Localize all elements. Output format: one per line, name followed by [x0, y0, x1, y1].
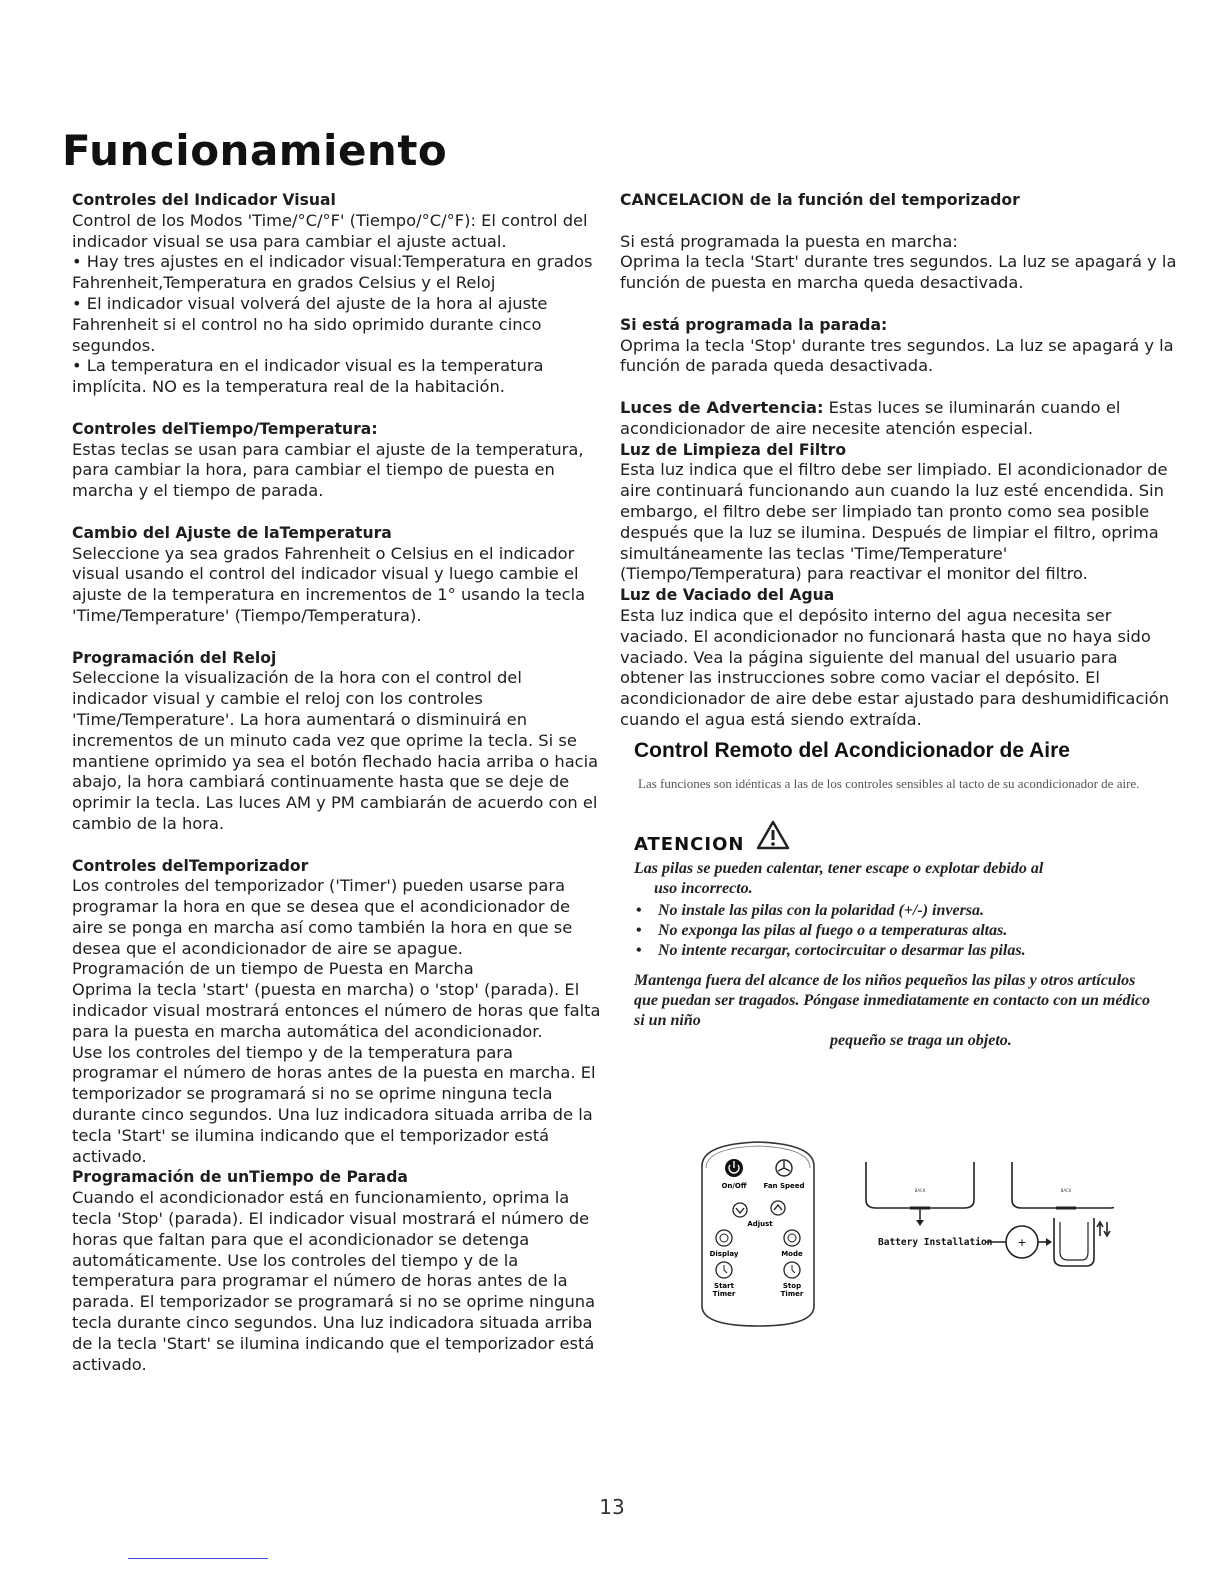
display-icon	[716, 1230, 732, 1246]
remote-figure	[694, 1138, 1114, 1328]
display-label: Display	[709, 1250, 739, 1258]
paragraph: Seleccione la visualización de la hora con el control del indicador visual y cambie el reloj con los controles 'Time/Temperature'. La hora aumentará o disminuirá en incrementos de un minuto cada vez que oprime la tecla. Si se mantiene oprimido ya sea el botón flechado hacia arriba o hacia abajo, la hora cambiará continuamente hasta que se deje de oprimir la tecla. Las luces AM y PM cambiarán de acuerdo con el cambio de la hora.	[72, 668, 599, 833]
paragraph: Control de los Modos 'Time/°C/°F' (Tiempo/°C/°F): El control del indicador visual se usa para cambiar el ajuste actual.	[72, 210, 588, 251]
section-heading: Cambio del Ajuste de laTemperatura	[72, 523, 392, 542]
section-temporizador	[72, 856, 602, 1168]
paragraph: Oprima la tecla 'Start' durante tres segundos. La luz se apagará y la función de puesta en marcha queda desactivada.	[620, 252, 1177, 293]
section-subheading: Si está programada la parada:	[620, 315, 888, 334]
back-label-1: BACK	[914, 1188, 926, 1193]
paragraph: Esta luz indica que el filtro debe ser limpiado. El acondicionador de aire continuará funcionando aun cuando la luz esté encendida. Sin embargo, el filtro debe ser limpiado tan pronto como sea posible después que la luz se ilumina. Después de limpiar el filtro, oprima simultáneamente las teclas 'Time/Temperature' (Tiempo/Temperatura) para reactivar el monitor del filtro.	[620, 460, 1168, 584]
section-luces-advertencia	[620, 398, 1180, 731]
battery-plus-label: +	[1017, 1236, 1027, 1249]
bullet-text: • La temperatura en el indicador visual es la temperatura implícita. NO es la temperatura real de la habitación.	[72, 356, 544, 397]
section-cancelacion	[620, 190, 1180, 377]
section-heading: CANCELACION de la función del temporizador	[620, 191, 1020, 209]
remote-back-outline-1	[866, 1162, 974, 1208]
inline-heading: Luces de Advertencia:	[620, 397, 824, 417]
warning-list	[634, 901, 1154, 961]
paragraph: Programación de un tiempo de Puesta en Marcha	[72, 959, 474, 979]
atencion-warning	[634, 859, 1154, 1051]
section-indicador-visual	[72, 190, 602, 398]
page-number: 13	[599, 1495, 625, 1519]
warning-item: • No instale las pilas con la polaridad (+/-) inversa.	[634, 901, 1154, 921]
section-heading: Programación de unTiempo de Parada	[72, 1168, 408, 1187]
inline-text: Estas luces se iluminarán cuando el acondicionador de aire necesite atención especial.	[620, 397, 1121, 438]
warning-intro-cont: uso incorrecto.	[654, 880, 753, 898]
start-label: Start	[714, 1282, 734, 1290]
warning-keep-away-end: pequeño se traga un objeto.	[830, 1032, 1012, 1050]
remote-illustration	[694, 1138, 1114, 1328]
section-programacion-reloj	[72, 648, 602, 835]
warning-intro: Las pilas se pueden calentar, tener escape o explotar debido al	[634, 860, 1044, 878]
fanspeed-label: Fan Speed	[763, 1182, 805, 1190]
paragraph	[620, 398, 1180, 440]
bullet-text: • Hay tres ajustes en el indicador visual:Temperatura en grados Fahrenheit,Temperatura en grados Celsius y el Reloj	[72, 252, 593, 293]
warning-keep-away: Mantenga fuera del alcance de los niños pequeños las pilas y otros artículos que puedan ser tragados. Póngase inmediatamente en contacto con un médico si un niño	[634, 972, 1151, 1030]
paragraph: Esta luz indica que el depósito interno del agua necesita ser vaciado. El acondicionador no funcionará hasta que no haya sido vaciado. Vea la página siguiente del manual del usuario para obtener las instrucciones sobre como vaciar el depósito. El acondicionador de aire debe estar ajustado para deshumidificación cuando el agua está siendo extraída.	[620, 605, 1170, 729]
stop-timer-label: Timer	[780, 1290, 804, 1298]
section-heading: Controles delTemporizador	[72, 856, 309, 875]
onoff-label: On/Off	[721, 1182, 747, 1190]
paragraph: Cuando el acondicionador está en funcionamiento, oprima la tecla 'Stop' (parada). El indicador visual mostrará el número de horas que faltan para que el acondicionador se detenga automáticamente. Use los controles del tiempo y de la temperatura para programar el número de horas antes de la parada. El temporizador se programará si no se oprime ninguna tecla durante cinco segundos. Una luz indicadora situada arriba de la tecla 'Start' se ilumina indicando que el temporizador está activado.	[72, 1188, 596, 1374]
paragraph: Oprima la tecla 'start' (puesta en marcha) o 'stop' (parada). El indicador visual mostrará entonces el número de horas que falta para la puesta en marcha automática del acondicionador.	[72, 980, 601, 1041]
battery-installation-label: Battery Installation	[878, 1237, 993, 1248]
atencion-title: ATENCION	[634, 833, 745, 855]
paragraph: Los controles del temporizador ('Timer') pueden usarse para programar la hora en que se desea que el acondicionador de aire se ponga en marcha así como también la hora en que se desea que el acondicionador de aire se apague.	[72, 876, 573, 958]
paragraph: Use los controles del tiempo y de la temperatura para programar el número de horas antes de la puesta en marcha. El temporizador se programará si no se oprime ninguna tecla durante cinco segundos. Una luz indicadora situada arriba de la tecla 'Start' se ilumina indicando que el temporizador está activado.	[72, 1042, 596, 1166]
section-tiempo-temperatura	[72, 419, 602, 502]
section-subheading: Luz de Vaciado del Agua	[620, 586, 835, 605]
up-arrow-icon	[771, 1201, 785, 1215]
remote-back-outline-2	[1012, 1162, 1114, 1208]
adjust-label: Adjust	[747, 1220, 773, 1228]
atencion-header	[634, 820, 1180, 856]
remote-section-title: Control Remoto del Acondicionador de Aire	[634, 738, 1070, 762]
start-timer-label: Timer	[712, 1290, 736, 1298]
section-heading: Controles del Indicador Visual	[72, 191, 336, 209]
remote-description: Las funciones son idénticas a las de los controles sensibles al tacto de su acondicionador de aire.	[638, 775, 1140, 791]
paragraph: Estas teclas se usan para cambiar el ajuste de la temperatura, para cambiar la hora, para cambiar el tiempo de puesta en marcha y el tiempo de parada.	[72, 439, 584, 501]
paragraph: Seleccione ya sea grados Fahrenheit o Celsius en el indicador visual usando el control del indicador visual y luego cambie el ajuste de la temperatura en incrementos de 1° usando la tecla 'Time/Temperature' (Tiempo/Temperatura).	[72, 543, 586, 625]
warning-item: • No exponga las pilas al fuego o a temperaturas altas.	[634, 921, 1154, 941]
mode-icon	[784, 1230, 800, 1246]
warning-triangle-icon	[756, 820, 790, 856]
section-heading: Programación del Reloj	[72, 648, 277, 667]
page-title: Funcionamiento	[62, 126, 448, 175]
back-label-2: BACK	[1060, 1188, 1072, 1193]
section-subheading: Luz de Limpieza del Filtro	[620, 440, 847, 459]
bullet-text: • El indicador visual volverá del ajuste de la hora al ajuste Fahrenheit si el control no ha sido oprimido durante cinco segundos.	[72, 293, 548, 355]
right-column	[620, 190, 1180, 1051]
warning-item: • No intente recargar, cortocircuitar o desarmar las pilas.	[634, 941, 1154, 961]
up-arrow-icon	[1097, 1222, 1103, 1236]
paragraph: Oprima la tecla 'Stop' durante tres segundos. La luz se apagará y la función de parada queda desactivada.	[620, 335, 1174, 376]
section-cambio-temperatura	[72, 523, 602, 627]
footer-rule	[128, 1558, 268, 1559]
left-column	[72, 190, 602, 1375]
paragraph: Si está programada la puesta en marcha:	[620, 231, 958, 251]
down-arrow-icon	[733, 1203, 747, 1217]
stop-label: Stop	[782, 1282, 802, 1290]
section-heading: Controles delTiempo/Temperatura:	[72, 419, 378, 438]
mode-label: Mode	[781, 1250, 803, 1258]
down-arrow-icon	[1104, 1222, 1110, 1236]
section-tiempo-parada	[72, 1167, 602, 1375]
